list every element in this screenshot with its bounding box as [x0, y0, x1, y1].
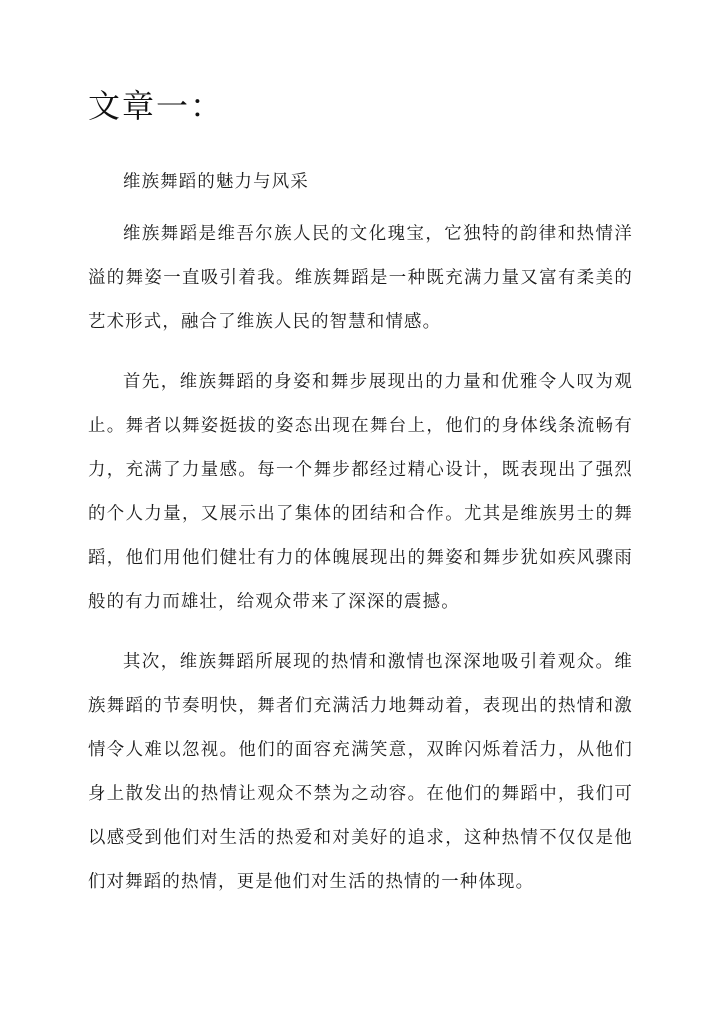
paragraph-1: 维族舞蹈是维吾尔族人民的文化瑰宝，它独特的韵律和热情洋溢的舞姿一直吸引着我。维族舞蹈是一种既充满力量又富有柔美的艺术形式，融合了维族人民的智慧和情感。 [88, 224, 633, 332]
document-body [88, 160, 633, 920]
paragraph-3: 其次，维族舞蹈所展现的热情和激情也深深地吸引着观众。维族舞蹈的节奏明快，舞者们充满活力地舞动着，表现出的热情和激情令人难以忽视。他们的面容充满笑意，双眸闪烁着活力，从他们身上散发出的热情让观众不禁为之动容。在他们的舞蹈中，我们可以感受到他们对生活的热爱和对美好的追求，这种热情不仅仅是他们对舞蹈的热情，更是他们对生活的热情的一种体现。 [88, 652, 633, 892]
article-subtitle: 维族舞蹈的魅力与风采 [123, 172, 309, 192]
paragraph-2: 首先，维族舞蹈的身姿和舞步展现出的力量和优雅令人叹为观止。舞者以舞姿挺拔的姿态出现在舞台上，他们的身体线条流畅有力，充满了力量感。每一个舞步都经过精心设计，既表现出了强烈的个人力量，又展示出了集体的团结和合作。尤其是维族男士的舞蹈，他们用他们健壮有力的体魄展现出的舞姿和舞步犹如疾风骤雨般的有力而雄壮，给观众带来了深深的震撼。 [88, 372, 633, 612]
document-heading: 文章一： [88, 87, 225, 125]
